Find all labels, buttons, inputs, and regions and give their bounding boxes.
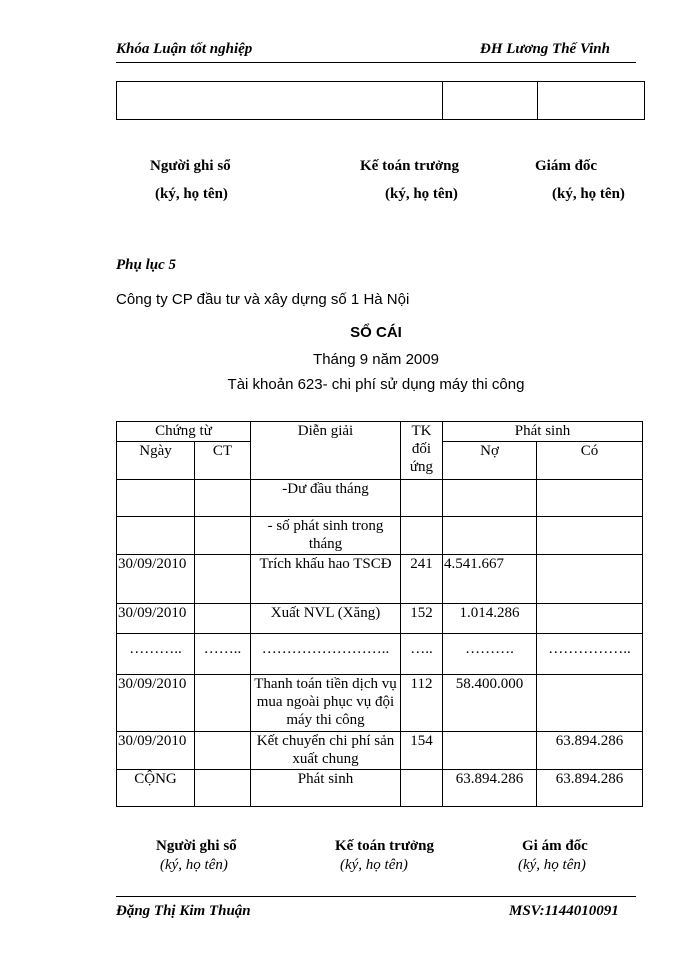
cell-diengiai: Xuất NVL (Xăng): [251, 604, 401, 634]
signature-title: Kế toán trưởng: [360, 158, 459, 174]
table-total-row: [117, 770, 643, 807]
ledger-account: Tài khoản 623- chi phí sử dụng máy thi công: [227, 376, 525, 393]
table-row: [117, 555, 643, 604]
cell-no: [443, 480, 537, 517]
table-cell: [538, 82, 645, 120]
cell-ct: [195, 517, 251, 555]
table-row: [117, 604, 643, 634]
cell-total-label: CỘNG: [117, 770, 195, 807]
cell-ct: [195, 770, 251, 807]
cell-tk: [401, 770, 443, 807]
cell-diengiai: Trích khấu hao TSCĐ: [251, 555, 401, 604]
table-row: [117, 675, 643, 732]
footer-author: Đặng Thị Kim Thuận: [116, 903, 251, 919]
cell-ct: [195, 604, 251, 634]
header-school: ĐH Lương Thế Vinh: [480, 41, 610, 57]
cell-co: [537, 604, 643, 634]
cell-ngay: ………..: [117, 634, 195, 675]
table-row: [117, 634, 643, 675]
cell-diengiai: - số phát sinh trong tháng: [251, 517, 401, 555]
appendix-label: Phụ lục 5: [116, 257, 177, 273]
company-name: Công ty CP đầu tư và xây dựng số 1 Hà Nội: [116, 291, 410, 308]
col-header-ct: CT: [195, 442, 251, 480]
cell-co: ……………..: [537, 634, 643, 675]
cell-diengiai: Phát sinh: [251, 770, 401, 807]
signature-title: Gi ám đốc: [522, 838, 588, 854]
signature-title: Người ghi sổ: [156, 838, 237, 854]
col-header-ngay: Ngày: [117, 442, 195, 480]
cell-no: [443, 732, 537, 770]
cell-tk: 241: [401, 555, 443, 604]
table-cell: [117, 82, 443, 120]
ledger-table: [116, 421, 643, 807]
cell-co: [537, 675, 643, 732]
cell-co: 63.894.286: [537, 770, 643, 807]
cell-tk: [401, 480, 443, 517]
col-header-tk: TK đối ứng: [401, 422, 443, 480]
cell-no: 4.541.667: [443, 555, 537, 604]
cell-co: [537, 517, 643, 555]
cell-co: [537, 555, 643, 604]
signature-note: (ký, họ tên): [518, 857, 586, 873]
cell-ct: [195, 555, 251, 604]
cell-tk: 112: [401, 675, 443, 732]
ledger-title: SỔ CÁI: [350, 324, 402, 341]
signature-title: Người ghi sổ: [150, 158, 231, 174]
table-cell: [443, 82, 538, 120]
cell-ct: ……..: [195, 634, 251, 675]
cell-no: 1.014.286: [443, 604, 537, 634]
table-row: [117, 517, 643, 555]
header-rule: [116, 62, 636, 63]
col-header-chungtu: Chứng từ: [117, 422, 251, 442]
col-header-no: Nợ: [443, 442, 537, 480]
cell-no: [443, 517, 537, 555]
cell-ct: [195, 732, 251, 770]
cell-tk: …..: [401, 634, 443, 675]
table-row: [117, 480, 643, 517]
signature-note: (ký, họ tên): [385, 186, 458, 202]
cell-tk: 152: [401, 604, 443, 634]
cell-ngay: 30/09/2010: [117, 604, 195, 634]
footer-student-id: MSV:1144010091: [509, 903, 619, 919]
signature-note: (ký, họ tên): [155, 186, 228, 202]
cell-ngay: 30/09/2010: [117, 732, 195, 770]
signature-note: (ký, họ tên): [340, 857, 408, 873]
cell-co: 63.894.286: [537, 732, 643, 770]
cell-ngay: 30/09/2010: [117, 555, 195, 604]
cell-diengiai: Kết chuyển chi phí sản xuất chung: [251, 732, 401, 770]
cell-no: ……….: [443, 634, 537, 675]
cell-no: 58.400.000: [443, 675, 537, 732]
signature-title: Giám đốc: [535, 158, 598, 174]
table-row: [117, 732, 643, 770]
cell-no: 63.894.286: [443, 770, 537, 807]
col-header-phatsinh: Phát sinh: [443, 422, 643, 442]
cell-diengiai: ……………………..: [251, 634, 401, 675]
col-header-co: Có: [537, 442, 643, 480]
cell-ngay: 30/09/2010: [117, 675, 195, 732]
cell-co: [537, 480, 643, 517]
cell-ct: [195, 480, 251, 517]
cell-tk: 154: [401, 732, 443, 770]
col-header-diengiai: Diễn giải: [251, 422, 401, 480]
previous-table-fragment: [116, 81, 645, 120]
signature-note: (ký, họ tên): [552, 186, 625, 202]
table-header-row: [117, 422, 643, 442]
ledger-period: Tháng 9 năm 2009: [313, 351, 439, 368]
cell-ngay: [117, 480, 195, 517]
signature-title: Kế toán trưởng: [335, 838, 434, 854]
footer-rule: [116, 896, 636, 897]
signature-note: (ký, họ tên): [160, 857, 228, 873]
cell-diengiai: -Dư đầu tháng: [251, 480, 401, 517]
cell-tk: [401, 517, 443, 555]
cell-ct: [195, 675, 251, 732]
cell-diengiai: Thanh toán tiền dịch vụ mua ngoài phục vụ đội máy thi công: [251, 675, 401, 732]
cell-ngay: [117, 517, 195, 555]
header-title: Khóa Luận tốt nghiệp: [116, 41, 253, 57]
